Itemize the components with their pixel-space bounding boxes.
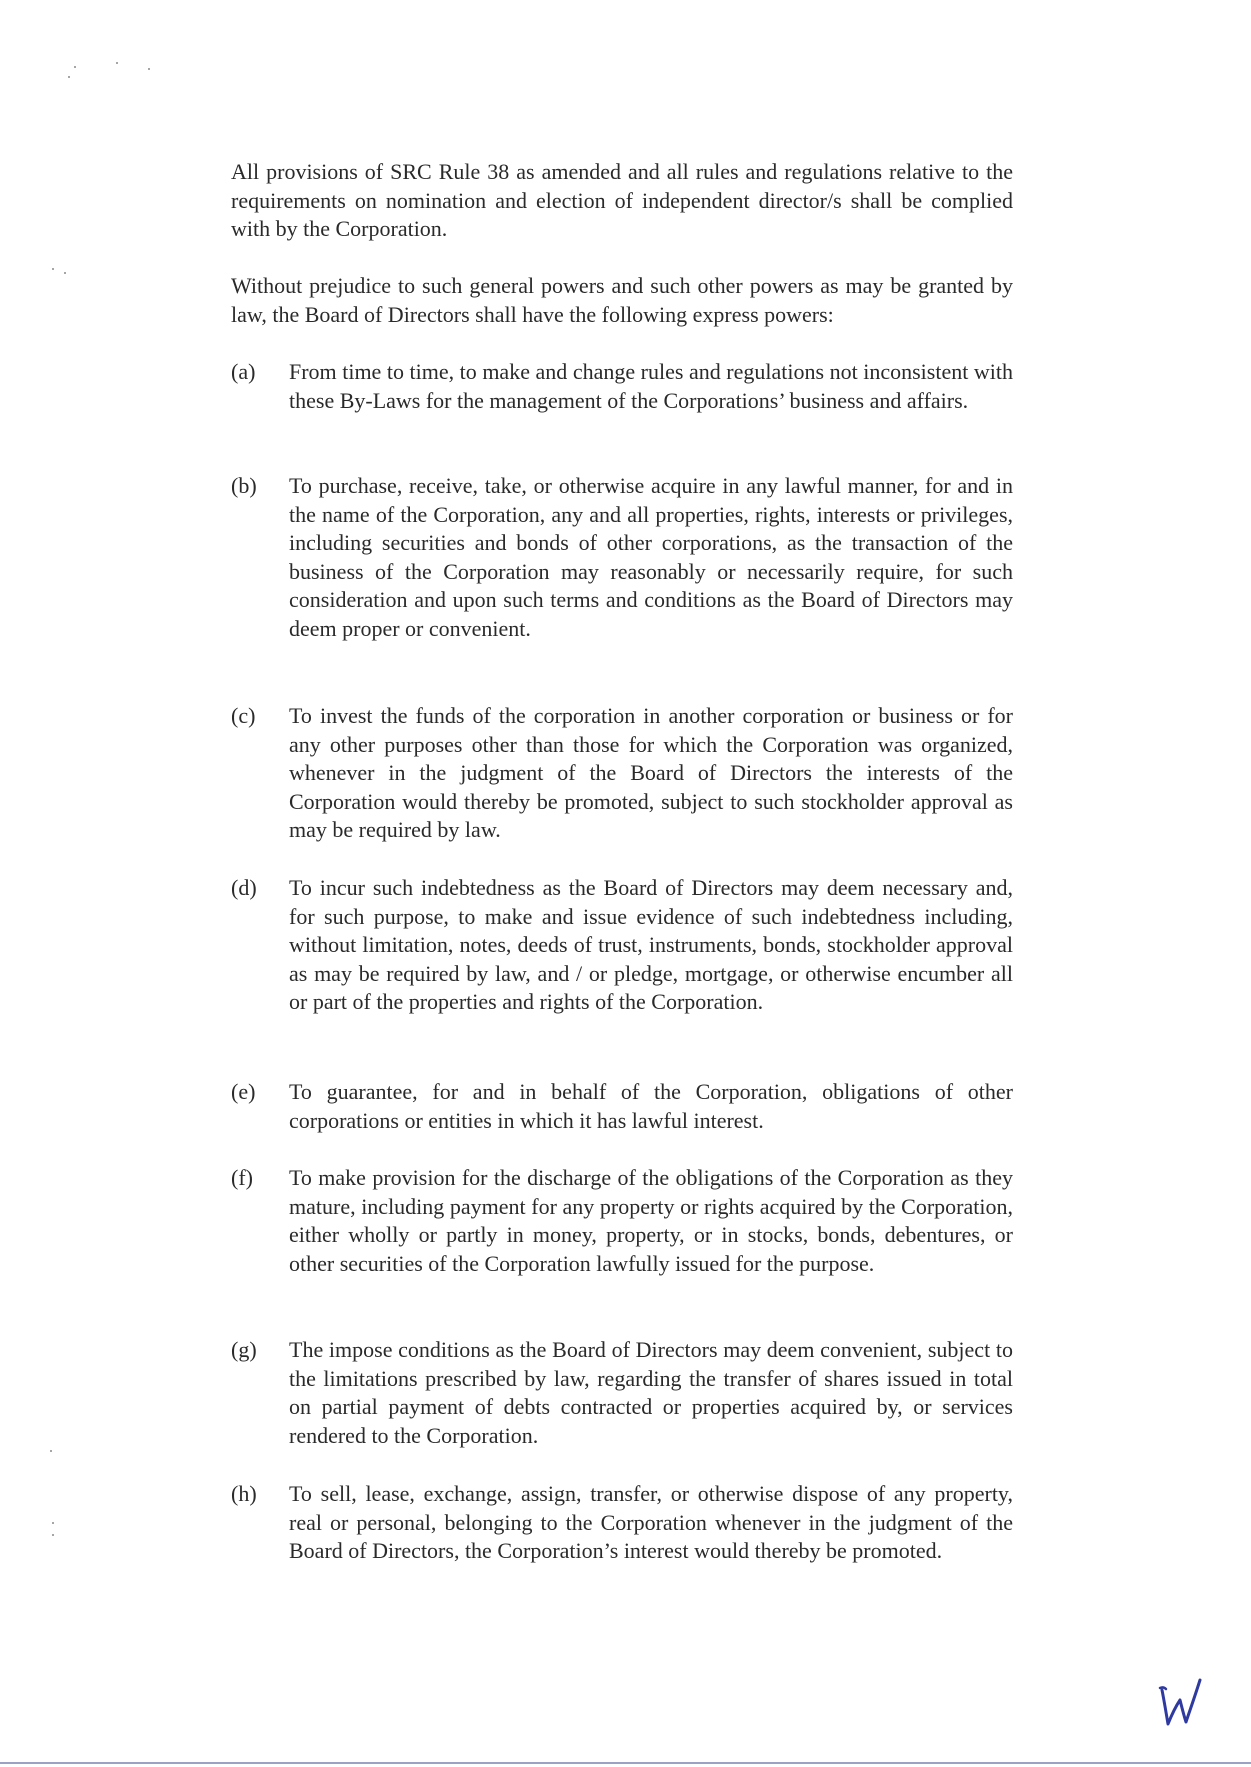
scan-speck (52, 1534, 54, 1536)
list-item-text: To sell, lease, exchange, assign, transfer, or otherwise dispose of any property, real or personal, belonging to the Corporation whenever in the judgment of the Board of Directors, the Corporation’s interest would thereby be promoted. (289, 1481, 1013, 1564)
list-item-text: To purchase, receive, take, or otherwise acquire in any lawful manner, for and in the name of the Corporation, any and all properties, rights, interests or privileges, including securities and bonds of other corporations, as the transaction of the business of the Corporation may reasonably or necessarily require, for such consideration and upon such terms and conditions as the Board of Directors may deem proper or convenient. (289, 473, 1013, 641)
list-item-text: To incur such indebtedness as the Board of Directors may deem necessary and, for such purpose, to make and issue evidence of such indebtedness including, without limitation, notes, deeds of trust, instruments, bonds, stockholder approval as may be required by law, and / or pledge, mortgage, or otherwise encumber all or part of the properties and rights of the Corporation. (289, 875, 1013, 1015)
list-item-label: (a) (231, 359, 256, 384)
list-item-text: To invest the funds of the corporation in another corporation or business or for any other purposes other than those for which the Corporation was organized, whenever in the judgment of the Board of Directors the interests of the Corporation would thereby be promoted, subject to such stockholder approval as may be required by law. (289, 703, 1013, 843)
list-item-label: (e) (231, 1079, 256, 1104)
list-item-text: To guarantee, for and in behalf of the Corporation, obligations of other corporations or entities in which it has lawful interest. (289, 1079, 1013, 1133)
handwritten-initials-mark-icon (1158, 1676, 1202, 1728)
list-item-label: (g) (231, 1337, 257, 1362)
paragraph-src-rule-38: All provisions of SRC Rule 38 as amended and all rules and regulations relative to the requirements on nomination and election of independent director/s shall be complied with by the Corporation. (231, 159, 1013, 242)
scan-speck (64, 272, 66, 274)
list-item-text: From time to time, to make and change rules and regulations not inconsistent with these By-Laws for the management of the Corporations’ business and affairs. (289, 359, 1013, 413)
list-item-label: (f) (231, 1165, 253, 1190)
list-item-label: (d) (231, 875, 257, 900)
scan-speck (148, 68, 150, 70)
scan-speck (68, 76, 70, 78)
scan-speck (52, 268, 54, 270)
list-item-text: To make provision for the discharge of the obligations of the Corporation as they mature, including payment for any property or rights acquired by the Corporation, either wholly or partly in money, property, or in stocks, bonds, debentures, or other securities of the Corporation lawfully issued for the purpose. (289, 1165, 1013, 1276)
scan-speck (50, 1450, 52, 1452)
scan-speck (74, 66, 76, 68)
list-item-label: (c) (231, 703, 256, 728)
list-item-label: (h) (231, 1481, 257, 1506)
scan-speck (52, 1522, 54, 1524)
list-item-label: (b) (231, 473, 257, 498)
paragraph-express-powers-intro: Without prejudice to such general powers and such other powers as may be granted by law, the Board of Directors shall have the following express powers: (231, 273, 1013, 327)
scan-speck (116, 62, 118, 64)
bottom-rule (0, 1762, 1251, 1764)
list-item-text: The impose conditions as the Board of Directors may deem convenient, subject to the limitations prescribed by law, regarding the transfer of shares issued in total on partial payment of debts contracted or properties acquired by, or services rendered to the Corporation. (289, 1337, 1013, 1448)
